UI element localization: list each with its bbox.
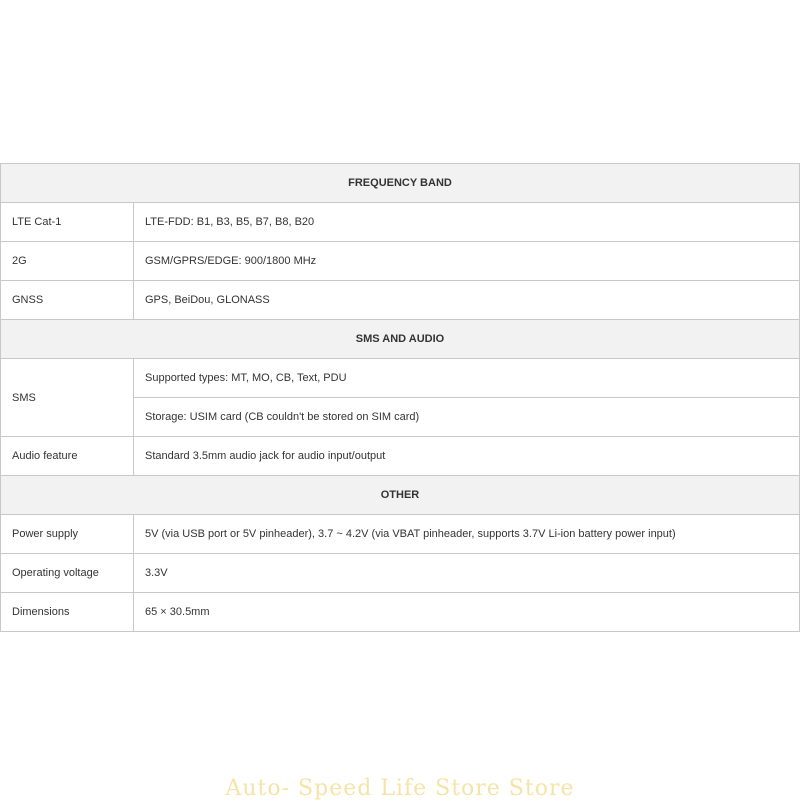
table-row-audio-feature bbox=[1, 437, 800, 476]
table-row-2g bbox=[1, 242, 800, 281]
row-label: 2G bbox=[1, 242, 134, 281]
section-header-other bbox=[1, 476, 800, 515]
row-label: Operating voltage bbox=[1, 554, 134, 593]
table-row-gnss bbox=[1, 281, 800, 320]
row-value: 3.3V bbox=[134, 554, 800, 593]
table-row-dimensions bbox=[1, 593, 800, 632]
section-title: SMS AND AUDIO bbox=[1, 320, 800, 359]
row-label: Dimensions bbox=[1, 593, 134, 632]
row-value: Standard 3.5mm audio jack for audio input/output bbox=[134, 437, 800, 476]
spec-table bbox=[0, 163, 800, 632]
row-label: GNSS bbox=[1, 281, 134, 320]
row-value: Storage: USIM card (CB couldn't be stored on SIM card) bbox=[134, 398, 800, 437]
table-row-sms bbox=[1, 359, 800, 398]
row-label: SMS bbox=[1, 359, 134, 437]
row-value: 5V (via USB port or 5V pinheader), 3.7 ~ 4.2V (via VBAT pinheader, supports 3.7V Li-ion battery power input) bbox=[134, 515, 800, 554]
row-value: LTE-FDD: B1, B3, B5, B7, B8, B20 bbox=[134, 203, 800, 242]
row-label: LTE Cat-1 bbox=[1, 203, 134, 242]
row-value: GSM/GPRS/EDGE: 900/1800 MHz bbox=[134, 242, 800, 281]
section-title: OTHER bbox=[1, 476, 800, 515]
section-header-frequency-band bbox=[1, 164, 800, 203]
row-value: 65 × 30.5mm bbox=[134, 593, 800, 632]
table-row-operating-voltage bbox=[1, 554, 800, 593]
row-label: Audio feature bbox=[1, 437, 134, 476]
table-row-power-supply bbox=[1, 515, 800, 554]
row-label: Power supply bbox=[1, 515, 134, 554]
table-row-lte-cat-1 bbox=[1, 203, 800, 242]
section-title: FREQUENCY BAND bbox=[1, 164, 800, 203]
section-header-sms-and-audio bbox=[1, 320, 800, 359]
row-value: GPS, BeiDou, GLONASS bbox=[134, 281, 800, 320]
store-watermark: Auto- Speed Life Store Store bbox=[225, 776, 575, 801]
row-value: Supported types: MT, MO, CB, Text, PDU bbox=[134, 359, 800, 398]
